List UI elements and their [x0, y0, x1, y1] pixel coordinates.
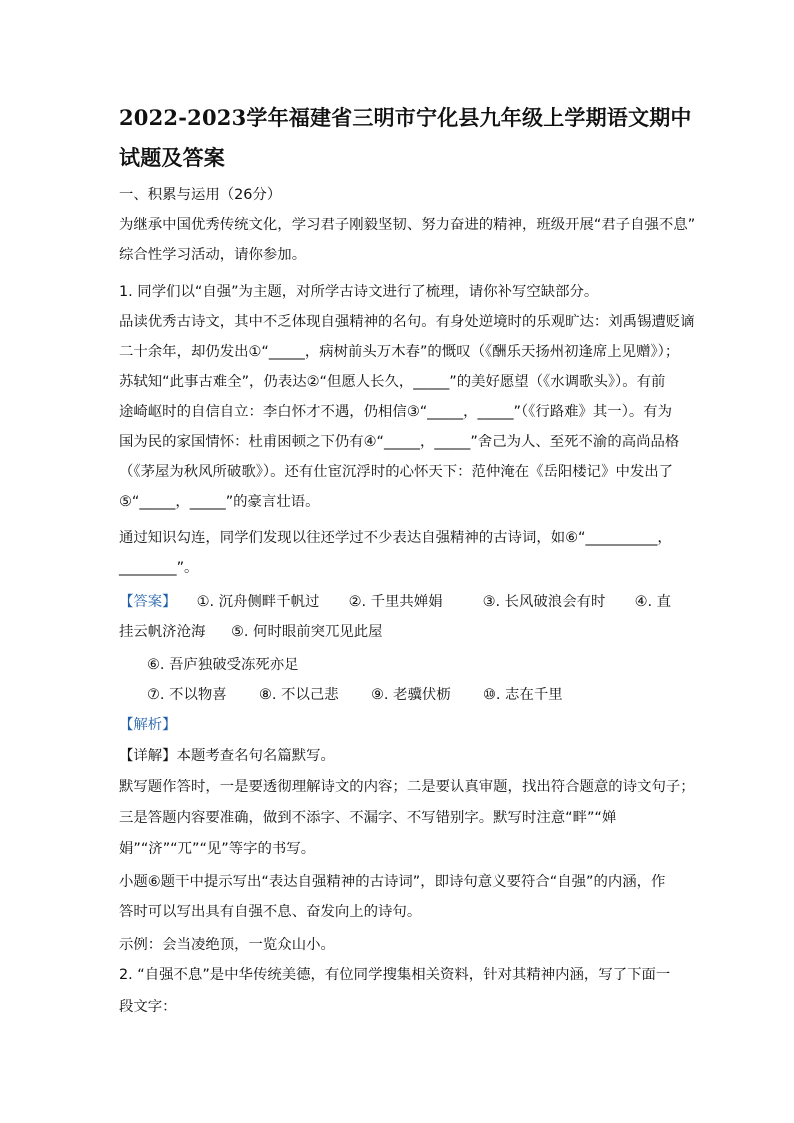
- title-line-2: 试题及答案: [119, 145, 225, 170]
- intro-line-2: 综合性学习活动，请你参加。: [119, 247, 307, 263]
- explain-line-4: 小题⑥题干中提示写出“表达自强精神的古诗词”，即诗句意义要符合“自强”的内涵，作: [119, 874, 666, 890]
- passage-line-9: ________”。: [119, 560, 199, 576]
- answer-line-1: [119, 592, 679, 612]
- detail-label: 【详解】: [119, 748, 177, 764]
- explain-line-5: 答时可以写出具有自强不息、奋发向上的诗句。: [119, 904, 422, 920]
- detail-text: 本题考查名句名篇默写。: [176, 748, 335, 764]
- answer-item: ③. 长风破浪会有时: [482, 594, 606, 610]
- answer-item: ⑤. 何时眼前突兀见此屋: [231, 624, 383, 640]
- passage-line-6: （《茅屋为秋风所破歌》）。还有仕宦沉浮时的心怀天下：范仲淹在《岳阳楼记》中发出了: [119, 464, 674, 480]
- detail-line: [119, 746, 679, 766]
- explain-line-1: 默写题作答时，一是要透彻理解诗文的内容；二是要认真审题，找出符合题意的诗文句子；: [119, 779, 695, 795]
- passage-line-1: 品读优秀古诗文，其中不乏体现自强精神的名句。有身处逆境时的乐观旷达：刘禹锡遭贬谪: [119, 314, 695, 330]
- section-heading: 一、积累与运用（26分）: [119, 187, 282, 203]
- answer-item: ⑨. 老骥伏枥: [371, 687, 451, 703]
- answer-label: 【答案】: [119, 594, 177, 610]
- passage-line-3: 苏轼知“此事古难全”，仍表达②“但愿人长久，_____”的美好愿望（《水调歌头》）。有前: [119, 374, 666, 390]
- intro-line-1: 为继承中国优秀传统文化，学习君子刚毅坚韧、努力奋进的精神，班级开展“君子自强不息”: [119, 217, 696, 233]
- explain-line-2: 三是答题内容要准确，做到不添字、不漏字、不写错别字。默写时注意“畔”“婵: [119, 810, 617, 826]
- explain-line-3: 娟”“济”“兀”“见”等字的书写。: [119, 841, 316, 857]
- answer-line-4: [147, 685, 707, 705]
- passage-line-4: 途崎岖时的自信自立：李白怀才不遇，仍相信③“_____，_____”（《行路难》其一）。有为: [119, 404, 673, 420]
- answer-item: 挂云帆济沧海: [119, 624, 206, 640]
- question-2-line-1: 2. “自强不息”是中华传统美德，有位同学搜集相关资料，针对其精神内涵，写了下面一: [119, 967, 671, 983]
- answer-line-3: ⑥. 吾庐独破受冻死亦足: [147, 657, 299, 673]
- answer-item: ①. 沉舟侧畔千帆过: [196, 594, 320, 610]
- analysis-label: 【解析】: [119, 717, 177, 733]
- passage-line-2: 二十余年，却仍发出①“_____，病树前头万木春”的慨叹（《酬乐天扬州初逢席上见赠》）；: [119, 344, 680, 360]
- answer-line-2: [119, 622, 679, 642]
- answer-item: ②. 千里共婵娟: [348, 594, 443, 610]
- passage-line-7: ⑤“_____，_____”的豪言壮语。: [119, 494, 320, 510]
- passage-line-8: 通过知识勾连，同学们发现以往还学过不少表达自强精神的古诗词，如⑥“__________，: [119, 530, 672, 546]
- answer-item: ④. 直: [634, 594, 672, 610]
- answer-item: ⑩. 志在千里: [483, 687, 563, 703]
- passage-line-5: 国为民的家国情怀：杜甫困顿之下仍有④“_____，_____”舍己为人、至死不渝的高尚品格: [119, 434, 680, 450]
- answer-item: ⑦. 不以物喜: [147, 687, 227, 703]
- question-1-stem: 1. 同学们以“自强”为主题，对所学古诗文进行了梳理，请你补写空缺部分。: [119, 284, 599, 300]
- example-line: 示例：会当凌绝顶，一览众山小。: [119, 937, 335, 953]
- title-line-1: 2022-2023学年福建省三明市宁化县九年级上学期语文期中: [119, 105, 692, 130]
- answer-item: ⑧. 不以己悲: [259, 687, 339, 703]
- question-2-line-2: 段文字：: [119, 999, 177, 1015]
